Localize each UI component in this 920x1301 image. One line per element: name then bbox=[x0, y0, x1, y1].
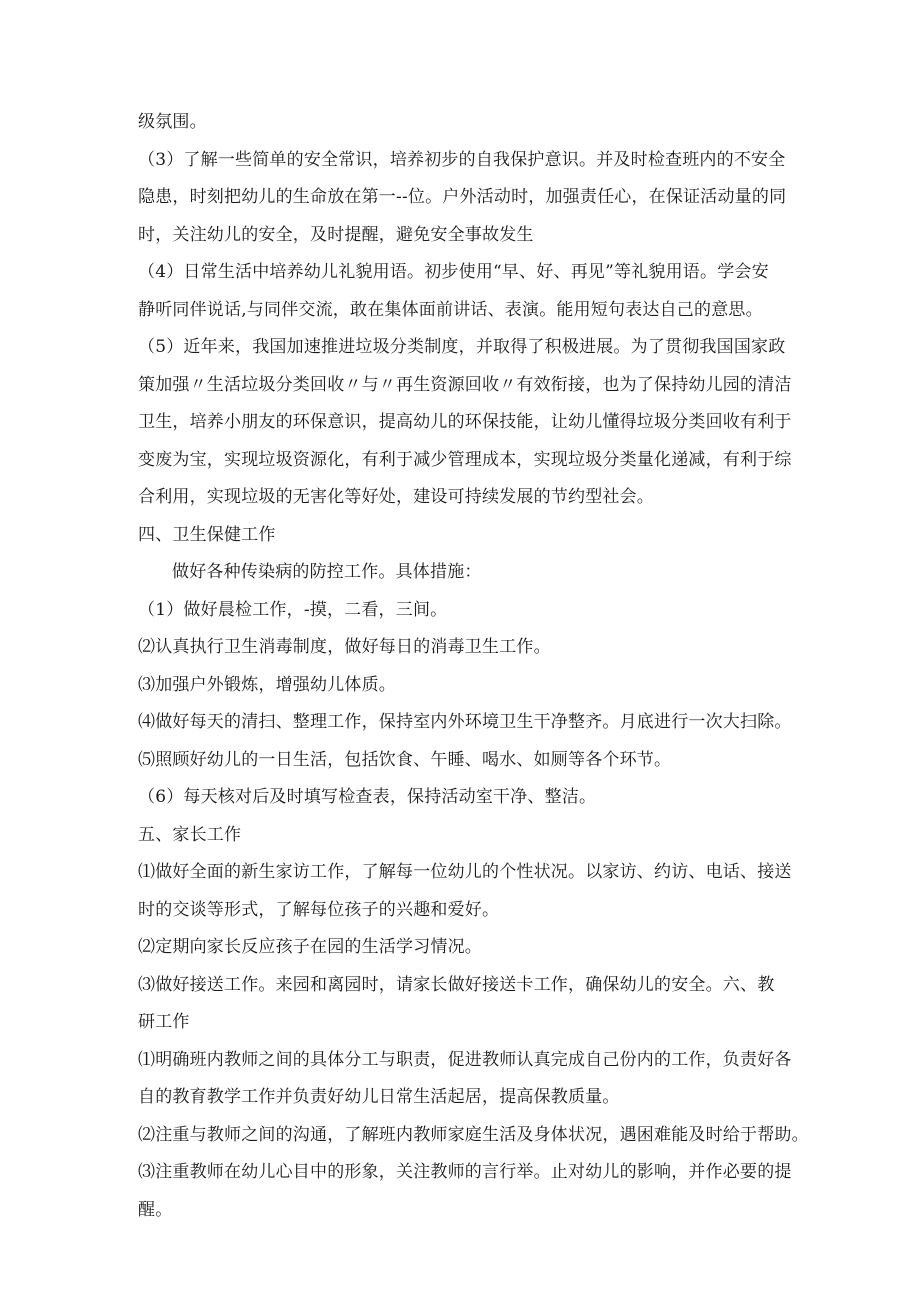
text-line: （4）日常生活中培养幼儿礼貌用语。初步使用“早、好、再见”等礼貌用语。学会安 bbox=[138, 262, 769, 282]
text-line: （3）了解一些简单的安全常识，培养初步的自我保护意识。并及时检查班内的不安全 bbox=[138, 149, 786, 170]
text-line: ⑶加强户外锻炼，增强幼儿体质。 bbox=[138, 674, 396, 695]
text-line: ⑸照顾好幼儿的一日生活，包括饮食、午睡、喝水、如厕等各个环节。 bbox=[138, 749, 672, 770]
text-line: ⑴明确班内教师之间的具体分工与职责，促进教师认真完成自己份内的工作，负责好各 bbox=[138, 1049, 792, 1070]
text-line: 醒。 bbox=[138, 1199, 173, 1220]
text-line: ⑴做好全面的新生家访工作，了解每一位幼儿的个性状况。以家访、约访、电话、接送 bbox=[138, 862, 792, 882]
text-line: 合利用，实现垃圾的无害化等好处，建设可持续发展的节约型社会。 bbox=[138, 487, 654, 507]
text-line: ⑷做好每天的清扫、整理工作，保持室内外环境卫生干净整齐。月底进行一次大扫除。 bbox=[138, 712, 792, 732]
section-heading: 四、卫生保健工作 bbox=[138, 524, 276, 545]
document-body bbox=[138, 104, 809, 1229]
text-line: ⑶注重教师在幼儿心目中的形象，关注教师的言行举。止对幼儿的影响，并作必要的提 bbox=[138, 1162, 792, 1182]
text-line: ⑵定期向家长反应孩子在园的生活学习情况。 bbox=[138, 937, 482, 957]
text-line: 时，关注幼儿的安全，及时提醒，避免安全事故发生 bbox=[138, 224, 534, 245]
section-heading: 五、家长工作 bbox=[138, 824, 242, 845]
text-line: 时的交谈等形式，了解每位孩子的兴趣和爱好。 bbox=[138, 899, 500, 920]
text-line: 静听同伴说话,与同伴交流，敢在集体面前讲话、表演。能用短句表达自己的意思。 bbox=[138, 299, 763, 320]
text-line: 研工作 bbox=[138, 1012, 190, 1032]
text-line: 卫生，培养小朋友的环保意识，提高幼儿的环保技能，让幼儿懂得垃圾分类回收有利于 bbox=[138, 412, 792, 432]
text-line: （1）做好晨检工作，-摸，二看，三间。 bbox=[138, 599, 448, 620]
text-line: 策加强〃生活垃圾分类回收〃与〃再生资源回收〃有效衔接，也为了保持幼儿园的清洁 bbox=[138, 374, 792, 395]
text-line: ⑵认真执行卫生消毒制度，做好每日的消毒卫生工作。 bbox=[138, 637, 551, 657]
text-line: 做好各种传染病的防控工作。具体措施： bbox=[172, 562, 482, 582]
text-line: 自的教育教学工作并负责好幼儿日常生活起居，提高保教质量。 bbox=[138, 1087, 620, 1107]
text-line: 级氛围。 bbox=[138, 112, 207, 132]
text-line: ⑶做好接送工作。来园和离园时，请家长做好接送卡工作，确保幼儿的安全。六、教 bbox=[138, 974, 775, 995]
text-line: （5）近年来，我国加速推进垃圾分类制度，并取得了积极进展。为了贯彻我国国家政 bbox=[138, 337, 786, 357]
text-line: （6）每天核对后及时填写检查表，保持活动室干净、整洁。 bbox=[138, 787, 597, 807]
text-line: ⑵注重与教师之间的沟通，了解班内教师家庭生活及身体状况，遇困难能及时给于帮助。 bbox=[138, 1124, 809, 1145]
text-line: 隐患，时刻把幼儿的生命放在第一--位。户外活动时，加强责任心，在保证活动量的同 bbox=[138, 187, 787, 207]
text-line: 变废为宝，实现垃圾资源化，有利于减少管理成本，实现垃圾分类量化递减，有利于综 bbox=[138, 449, 792, 470]
